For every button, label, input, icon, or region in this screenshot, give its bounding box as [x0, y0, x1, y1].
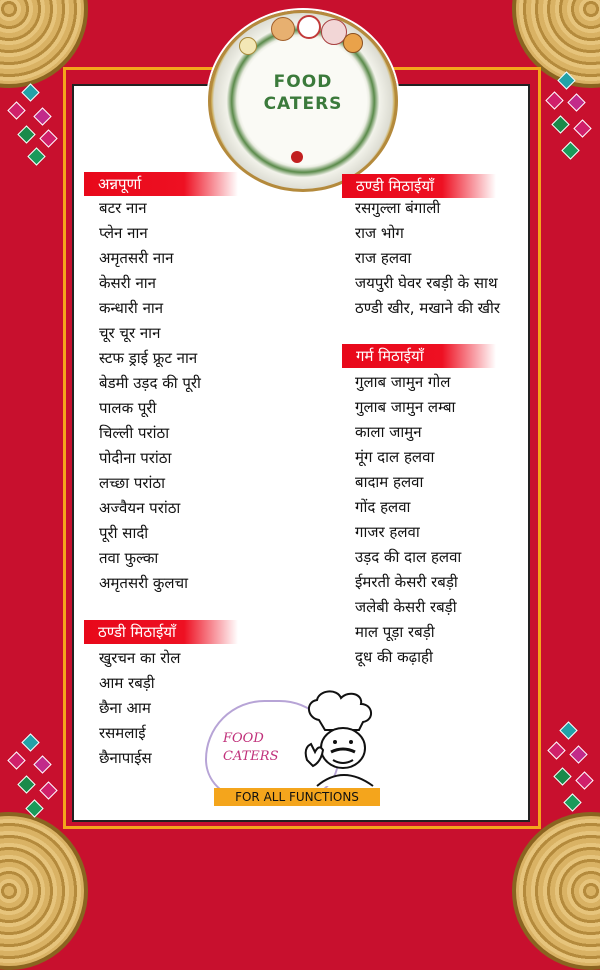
menu-item: गुलाब जामुन गोल — [355, 373, 451, 391]
menu-item: जलेबी केसरी रबड़ी — [355, 598, 457, 616]
menu-item: ठण्डी खीर, मखाने की खीर — [355, 299, 501, 317]
logo-title-line2: CATERS — [263, 94, 343, 114]
decorative-plate-bottom-right — [512, 812, 600, 970]
decorative-gems-bottom-left — [6, 732, 56, 822]
bottom-logo-text — [223, 730, 278, 766]
menu-item: रसमलाई — [99, 724, 146, 742]
section-heading-hot-sweets: गर्म मिठाईयाँ — [342, 344, 496, 368]
bottom-logo-line1: FOOD — [223, 731, 264, 746]
menu-item: पोदीना परांठा — [99, 449, 172, 467]
menu-item: गोंद हलवा — [355, 498, 411, 516]
menu-item: अमृतसरी नान — [99, 249, 174, 267]
menu-item: बादाम हलवा — [355, 473, 424, 491]
decorative-gems-bottom-right — [546, 720, 596, 820]
decorative-plate-bottom-left — [0, 812, 88, 970]
section-heading-annapurna: अन्नपूर्णा — [84, 172, 238, 196]
menu-item: छैनापाईस — [99, 749, 152, 767]
menu-item: रसगुल्ला बंगाली — [355, 199, 441, 217]
menu-item: लच्छा परांठा — [99, 474, 165, 492]
menu-item: प्लेन नान — [99, 224, 148, 242]
menu-item: माल पूड़ा रबड़ी — [355, 623, 435, 641]
menu-item: बेडमी उड़द की पूरी — [99, 374, 201, 392]
menu-item: छैना आम — [99, 699, 151, 717]
menu-item: पालक पूरी — [99, 399, 157, 417]
menu-item: अमृतसरी कुलचा — [99, 574, 189, 592]
decorative-gems-top-right — [544, 70, 594, 170]
menu-item: राज भोग — [355, 224, 404, 242]
menu-item: तवा फुल्का — [99, 549, 159, 567]
menu-item: कन्धारी नान — [99, 299, 164, 317]
menu-item: खुरचन का रोल — [99, 649, 181, 667]
menu-item: उड़द की दाल हलवा — [355, 548, 462, 566]
menu-item: जयपुरी घेवर रबड़ी के साथ — [355, 274, 498, 292]
menu-item: दूध की कढ़ाही — [355, 648, 433, 666]
menu-item: राज हलवा — [355, 249, 412, 267]
menu-item: गाजर हलवा — [355, 523, 420, 541]
menu-item: पूरी सादी — [99, 524, 149, 542]
menu-item: केसरी नान — [99, 274, 156, 292]
chef-icon — [297, 690, 393, 790]
menu-item: गुलाब जामुन लम्बा — [355, 398, 456, 416]
tagline-banner: FOR ALL FUNCTIONS — [214, 788, 380, 806]
menu-item: ईमरती केसरी रबड़ी — [355, 573, 458, 591]
logo-title-line1: FOOD — [273, 72, 333, 92]
section-heading-cold-sweets-right: ठण्डी मिठाईयाँ — [342, 174, 496, 198]
menu-item: काला जामुन — [355, 423, 422, 441]
logo-title — [211, 71, 395, 115]
section-heading-cold-sweets-left: ठण्डी मिठाईयाँ — [84, 620, 238, 644]
menu-item: मूंग दाल हलवा — [355, 448, 435, 466]
logo-plate — [208, 10, 398, 192]
decorative-gems-top-left — [6, 82, 56, 172]
menu-item: स्टफ ड्राई फ्रूट नान — [99, 349, 198, 367]
menu-item: अज्वैयन परांठा — [99, 499, 181, 517]
bottom-logo-line2: CATERS — [223, 749, 279, 764]
menu-item: बटर नान — [99, 199, 147, 217]
menu-item: आम रबड़ी — [99, 674, 155, 692]
menu-item: चूर चूर नान — [99, 324, 161, 342]
menu-item: चिल्ली परांठा — [99, 424, 170, 442]
